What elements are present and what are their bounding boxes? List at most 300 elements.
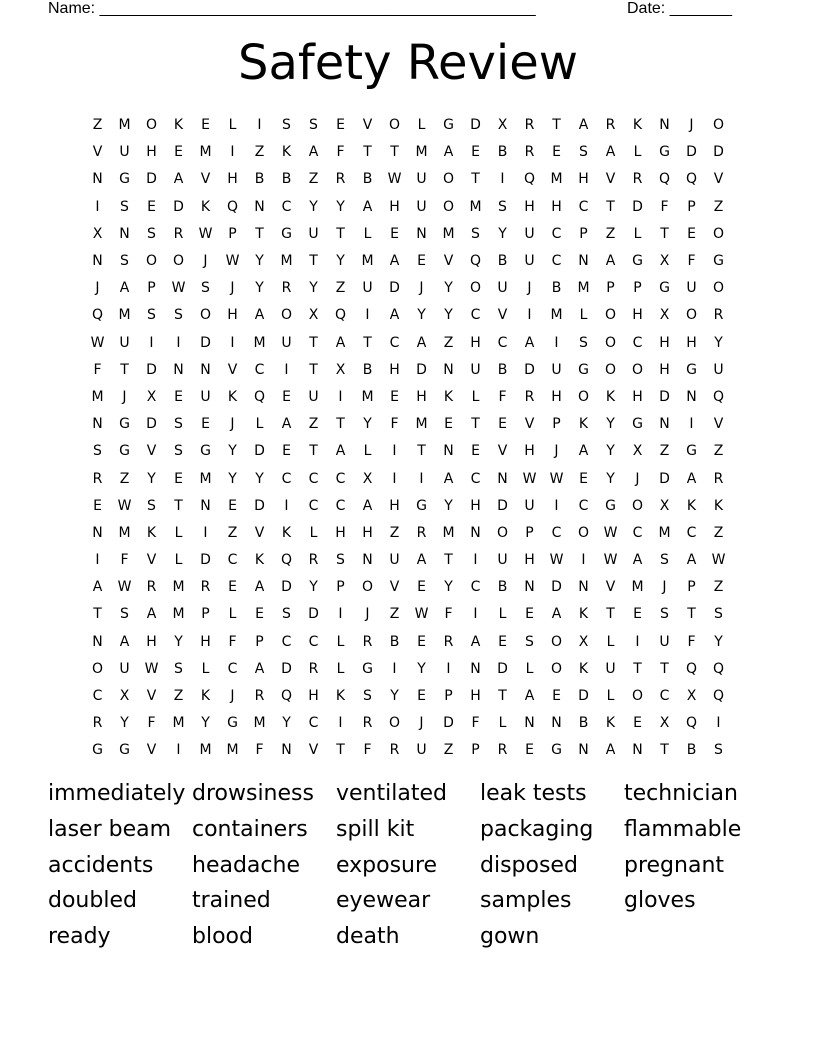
grid-letter: K — [335, 688, 346, 705]
grid-letter: A — [281, 416, 292, 433]
grid-letter: M — [199, 144, 212, 161]
grid-letter: M — [199, 470, 212, 487]
grid-row — [84, 438, 732, 465]
grid-letter: P — [525, 524, 534, 541]
grid-letter: L — [336, 633, 345, 650]
grid-letter: J — [419, 280, 424, 297]
grid-letter: T — [660, 742, 669, 759]
grid-letter: L — [606, 633, 615, 650]
grid-letter: C — [281, 470, 292, 487]
grid-letter: M — [361, 253, 374, 270]
grid-letter: V — [146, 552, 157, 569]
grid-letter: N — [578, 253, 589, 270]
grid-letter: Q — [91, 307, 104, 324]
grid-letter: P — [633, 280, 642, 297]
grid-letter: D — [686, 144, 697, 161]
grid-row — [84, 330, 732, 357]
grid-letter: E — [282, 388, 291, 405]
grid-letter: I — [392, 660, 397, 677]
grid-letter: E — [633, 715, 642, 732]
grid-letter: M — [172, 606, 185, 623]
grid-letter: I — [554, 334, 559, 351]
grid-letter: Y — [417, 660, 426, 677]
grid-letter: O — [388, 117, 401, 134]
grid-letter: O — [577, 524, 590, 541]
grid-letter: U — [362, 280, 373, 297]
grid-letter: T — [120, 361, 129, 378]
grid-letter: S — [147, 225, 156, 242]
grid-letter: N — [92, 633, 103, 650]
word-bank-item: technician — [624, 781, 738, 806]
grid-letter: A — [443, 470, 454, 487]
grid-letter: T — [444, 552, 453, 569]
grid-letter: I — [392, 470, 397, 487]
grid-letter: F — [336, 144, 345, 161]
grid-letter: M — [118, 524, 131, 541]
grid-letter: O — [631, 688, 644, 705]
grid-letter: J — [689, 117, 694, 134]
grid-letter: O — [469, 280, 482, 297]
grid-letter: N — [92, 416, 103, 433]
grid-letter: T — [687, 606, 696, 623]
grid-letter: M — [442, 524, 455, 541]
word-bank-item: accidents — [48, 852, 154, 878]
grid-letter: K — [605, 715, 616, 732]
grid-letter: A — [254, 307, 265, 324]
grid-letter: O — [712, 280, 725, 297]
grid-letter: C — [470, 470, 481, 487]
word-bank-item: exposure — [336, 852, 438, 878]
grid-letter: S — [363, 688, 372, 705]
grid-letter: M — [91, 388, 104, 405]
grid-letter: H — [200, 633, 211, 650]
grid-letter: X — [578, 633, 589, 650]
grid-letter: J — [230, 688, 235, 705]
grid-row — [84, 384, 732, 411]
grid-letter: Z — [443, 742, 454, 759]
grid-letter: R — [524, 144, 535, 161]
grid-letter: U — [713, 361, 724, 378]
grid-letter: O — [145, 117, 158, 134]
grid-letter: I — [392, 443, 397, 460]
grid-letter: B — [686, 742, 697, 759]
grid-letter: E — [417, 688, 426, 705]
grid-letter: A — [92, 579, 103, 596]
grid-letter: Q — [523, 171, 536, 188]
grid-letter: L — [579, 307, 588, 324]
grid-letter: X — [659, 497, 670, 514]
grid-letter: W — [414, 606, 429, 623]
grid-letter: W — [117, 497, 132, 514]
grid-row — [84, 683, 732, 710]
grid-letter: Y — [255, 253, 264, 270]
grid-letter: C — [659, 688, 670, 705]
grid-letter: R — [92, 715, 103, 732]
grid-letter: V — [146, 443, 157, 460]
grid-letter: G — [200, 443, 211, 460]
grid-letter: I — [446, 660, 451, 677]
word-bank-item: flammable — [624, 816, 742, 842]
grid-letter: U — [119, 334, 130, 351]
grid-letter: Y — [606, 443, 615, 460]
grid-letter: Z — [173, 688, 184, 705]
grid-letter: S — [120, 606, 129, 623]
grid-letter: B — [497, 253, 508, 270]
grid-letter: B — [254, 171, 265, 188]
grid-letter: D — [524, 361, 535, 378]
grid-letter: O — [604, 307, 617, 324]
grid-letter: R — [497, 742, 508, 759]
grid-letter: H — [389, 497, 400, 514]
grid-letter: Y — [228, 470, 237, 487]
grid-letter: A — [254, 579, 265, 596]
grid-letter: R — [416, 524, 427, 541]
grid-letter: H — [362, 524, 373, 541]
grid-letter: P — [147, 280, 156, 297]
grid-letter: K — [173, 117, 184, 134]
page-title: Safety Review — [237, 35, 579, 91]
grid-letter: B — [362, 361, 373, 378]
grid-letter: S — [498, 198, 507, 215]
grid-letter: A — [308, 144, 319, 161]
grid-letter: T — [336, 225, 345, 242]
grid-letter: Z — [389, 606, 400, 623]
grid-letter: I — [419, 470, 424, 487]
grid-letter: U — [416, 171, 427, 188]
grid-letter: D — [173, 198, 184, 215]
grid-letter: I — [257, 117, 262, 134]
grid-letter: V — [308, 742, 319, 759]
grid-letter: X — [362, 470, 373, 487]
grid-letter: Q — [280, 552, 293, 569]
grid-letter: B — [578, 715, 589, 732]
grid-letter: R — [362, 633, 373, 650]
word-bank-item: ventilated — [336, 781, 447, 806]
grid-letter: P — [336, 579, 345, 596]
grid-letter: T — [309, 253, 318, 270]
grid-letter: V — [227, 361, 238, 378]
grid-letter: D — [497, 497, 508, 514]
word-bank-item: containers — [192, 816, 308, 842]
grid-letter: J — [203, 253, 208, 270]
grid-letter: C — [686, 524, 697, 541]
grid-letter: S — [309, 117, 318, 134]
grid-letter: U — [308, 388, 319, 405]
grid-letter: A — [470, 633, 481, 650]
grid-letter: I — [338, 388, 343, 405]
grid-letter: M — [631, 579, 644, 596]
grid-letter: H — [524, 552, 535, 569]
grid-letter: X — [308, 307, 319, 324]
grid-letter: E — [552, 688, 561, 705]
grid-letter: X — [659, 307, 670, 324]
grid-letter: Z — [713, 198, 724, 215]
grid-letter: I — [338, 715, 343, 732]
grid-letter: S — [579, 144, 588, 161]
grid-letter: I — [203, 524, 208, 541]
grid-letter: N — [416, 225, 427, 242]
grid-letter: T — [390, 144, 399, 161]
grid-letter: A — [551, 606, 562, 623]
grid-letter: N — [524, 579, 535, 596]
grid-letter: I — [176, 742, 181, 759]
grid-letter: G — [632, 253, 643, 270]
grid-letter: U — [497, 552, 508, 569]
grid-letter: A — [578, 117, 589, 134]
grid-letter: C — [308, 633, 319, 650]
grid-letter: N — [659, 416, 670, 433]
grid-letter: T — [309, 361, 318, 378]
grid-letter: H — [578, 171, 589, 188]
grid-letter: W — [603, 552, 618, 569]
grid-letter: A — [524, 688, 535, 705]
grid-letter: I — [338, 606, 343, 623]
grid-letter: T — [93, 606, 102, 623]
grid-letter: L — [336, 660, 345, 677]
grid-letter: M — [172, 579, 185, 596]
grid-letter: T — [633, 660, 642, 677]
grid-letter: R — [281, 280, 292, 297]
grid-letter: Q — [712, 688, 725, 705]
grid-letter: N — [200, 361, 211, 378]
grid-letter: D — [659, 470, 670, 487]
grid-letter: N — [497, 470, 508, 487]
grid-letter: L — [606, 688, 615, 705]
grid-letter: W — [603, 524, 618, 541]
grid-letter: R — [524, 117, 535, 134]
word-bank-item: eyewear — [336, 888, 431, 914]
grid-row — [84, 112, 732, 139]
grid-letter: Z — [254, 144, 265, 161]
grid-letter: S — [282, 117, 291, 134]
grid-letter: J — [230, 416, 235, 433]
grid-letter: M — [280, 253, 293, 270]
grid-letter: G — [605, 497, 616, 514]
grid-letter: Z — [659, 443, 670, 460]
grid-letter: Z — [389, 524, 400, 541]
grid-letter: R — [335, 171, 346, 188]
grid-letter: I — [95, 198, 100, 215]
grid-letter: X — [119, 688, 130, 705]
grid-letter: K — [227, 388, 238, 405]
grid-letter: M — [199, 742, 212, 759]
grid-letter: M — [415, 416, 428, 433]
grid-letter: P — [228, 225, 237, 242]
grid-letter: E — [228, 579, 237, 596]
grid-letter: V — [443, 253, 454, 270]
grid-letter: H — [146, 144, 157, 161]
grid-letter: S — [174, 307, 183, 324]
grid-letter: E — [282, 443, 291, 460]
grid-letter: Y — [309, 579, 318, 596]
grid-letter: T — [255, 225, 264, 242]
grid-letter: F — [255, 742, 264, 759]
grid-letter: R — [173, 225, 184, 242]
grid-letter: P — [444, 688, 453, 705]
grid-letter: L — [417, 117, 426, 134]
grid-letter: X — [146, 388, 157, 405]
grid-letter: G — [443, 117, 454, 134]
grid-letter: T — [309, 334, 318, 351]
grid-letter: G — [281, 225, 292, 242]
grid-letter: G — [119, 443, 130, 460]
grid-letter: A — [119, 633, 130, 650]
word-bank-item: gloves — [624, 888, 696, 914]
grid-letter: F — [687, 633, 696, 650]
grid-letter: Y — [336, 198, 345, 215]
grid-letter: O — [145, 253, 158, 270]
grid-letter: H — [551, 388, 562, 405]
grid-letter: A — [578, 443, 589, 460]
grid-letter: E — [174, 388, 183, 405]
grid-letter: U — [524, 225, 535, 242]
grid-letter: J — [230, 280, 235, 297]
grid-letter: P — [687, 579, 696, 596]
grid-letter: X — [686, 688, 697, 705]
grid-letter: I — [716, 715, 721, 732]
grid-letter: L — [498, 606, 507, 623]
grid-letter: Z — [605, 225, 616, 242]
grid-letter: D — [713, 144, 724, 161]
grid-letter: I — [230, 334, 235, 351]
grid-letter: Z — [443, 334, 454, 351]
grid-row — [84, 520, 732, 547]
grid-letter: K — [200, 198, 211, 215]
grid-letter: W — [549, 552, 564, 569]
grid-row — [84, 601, 732, 628]
grid-letter: C — [551, 225, 562, 242]
grid-letter: M — [577, 280, 590, 297]
grid-letter: F — [498, 388, 507, 405]
grid-letter: V — [146, 688, 157, 705]
grid-letter: P — [687, 198, 696, 215]
grid-letter: R — [146, 579, 157, 596]
grid-row — [84, 493, 732, 520]
grid-letter: O — [550, 633, 563, 650]
grid-letter: R — [308, 660, 319, 677]
grid-letter: W — [711, 552, 726, 569]
grid-letter: N — [92, 171, 103, 188]
grid-letter: A — [335, 334, 346, 351]
grid-letter: M — [361, 388, 374, 405]
grid-letter: A — [119, 280, 130, 297]
grid-letter: I — [527, 307, 532, 324]
word-bank-item: doubled — [48, 888, 137, 914]
grid-letter: D — [551, 579, 562, 596]
grid-letter: E — [174, 144, 183, 161]
grid-letter: R — [200, 579, 211, 596]
grid-letter: C — [281, 198, 292, 215]
grid-letter: E — [417, 579, 426, 596]
grid-letter: A — [146, 606, 157, 623]
grid-letter: H — [416, 388, 427, 405]
grid-letter: I — [284, 497, 289, 514]
grid-letter: W — [171, 280, 186, 297]
grid-letter: V — [605, 579, 616, 596]
grid-letter: K — [578, 606, 589, 623]
grid-letter: A — [389, 253, 400, 270]
grid-letter: W — [90, 334, 105, 351]
grid-letter: Z — [713, 579, 724, 596]
grid-letter: S — [282, 606, 291, 623]
grid-letter: C — [308, 470, 319, 487]
grid-letter: V — [713, 171, 724, 188]
grid-row — [84, 275, 732, 302]
grid-letter: V — [713, 416, 724, 433]
grid-letter: V — [254, 524, 265, 541]
grid-letter: D — [497, 660, 508, 677]
grid-letter: K — [632, 117, 643, 134]
grid-letter: K — [146, 524, 157, 541]
grid-letter: A — [686, 552, 697, 569]
word-bank-item: disposed — [480, 852, 578, 878]
grid-letter: Q — [469, 253, 482, 270]
grid-letter: N — [200, 497, 211, 514]
grid-letter: V — [92, 144, 103, 161]
grid-letter: H — [389, 198, 400, 215]
grid-letter: T — [363, 334, 372, 351]
grid-letter: C — [632, 334, 643, 351]
grid-letter: I — [230, 144, 235, 161]
grid-letter: C — [335, 470, 346, 487]
grid-letter: W — [522, 470, 537, 487]
grid-letter: Z — [335, 280, 346, 297]
grid-letter: D — [632, 198, 643, 215]
grid-letter: Y — [606, 416, 615, 433]
grid-letter: A — [389, 307, 400, 324]
grid-letter: T — [606, 606, 615, 623]
grid-letter: I — [365, 307, 370, 324]
grid-letter: V — [497, 307, 508, 324]
grid-letter: G — [119, 171, 130, 188]
grid-row — [84, 302, 732, 329]
grid-letter: O — [712, 117, 725, 134]
grid-letter: U — [551, 361, 562, 378]
grid-letter: I — [284, 361, 289, 378]
grid-letter: U — [686, 280, 697, 297]
grid-letter: L — [363, 443, 372, 460]
grid-letter: E — [174, 470, 183, 487]
grid-letter: O — [496, 524, 509, 541]
grid-letter: U — [659, 633, 670, 650]
grid-letter: H — [632, 307, 643, 324]
grid-letter: B — [497, 144, 508, 161]
grid-letter: N — [173, 361, 184, 378]
grid-letter: C — [389, 334, 400, 351]
grid-letter: T — [336, 742, 345, 759]
grid-letter: S — [147, 497, 156, 514]
grid-letter: C — [335, 497, 346, 514]
grid-letter: E — [633, 606, 642, 623]
grid-letter: O — [172, 253, 185, 270]
grid-letter: T — [336, 416, 345, 433]
grid-letter: G — [659, 144, 670, 161]
grid-letter: N — [443, 361, 454, 378]
grid-letter: O — [550, 660, 563, 677]
grid-letter: N — [443, 443, 454, 460]
grid-letter: S — [660, 552, 669, 569]
grid-letter: S — [525, 633, 534, 650]
grid-letter: G — [227, 715, 238, 732]
grid-letter: L — [174, 552, 183, 569]
grid-letter: F — [687, 253, 696, 270]
grid-letter: D — [308, 606, 319, 623]
grid-letter: Y — [606, 470, 615, 487]
grid-letter: G — [713, 253, 724, 270]
word-bank-item: blood — [192, 924, 253, 950]
grid-letter: X — [659, 253, 670, 270]
grid-letter: D — [443, 715, 454, 732]
